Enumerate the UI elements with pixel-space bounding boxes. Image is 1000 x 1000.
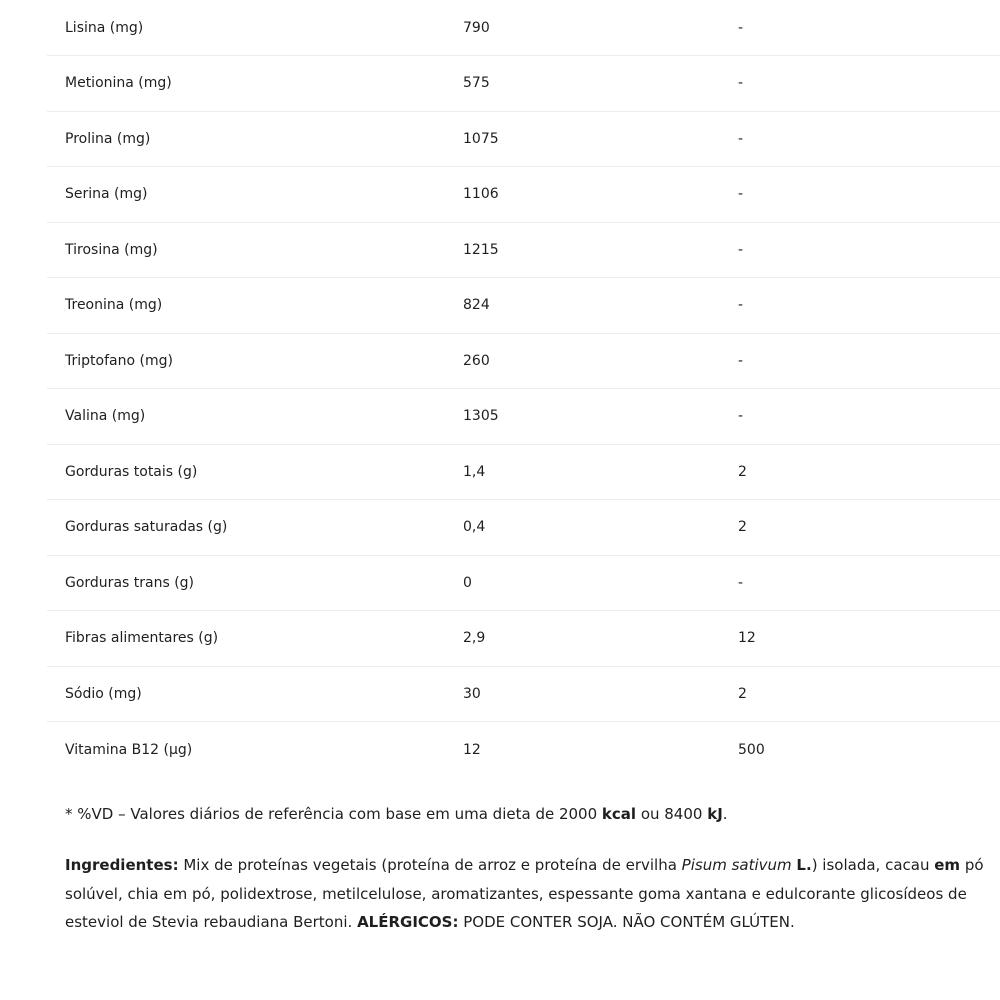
ingredients-text: ) isolada, cacau [811, 856, 935, 874]
nutrient-name: Prolina (mg) [65, 130, 151, 147]
nutrient-daily-value: - [738, 574, 744, 591]
nutrient-name: Sódio (mg) [65, 685, 142, 702]
ingredients-author: L. [796, 856, 812, 874]
table-row [47, 333, 1000, 389]
table-row [47, 111, 1000, 167]
nutrient-daily-value: - [738, 19, 744, 36]
nutrient-amount: 12 [463, 741, 481, 758]
ingredients-text: Mix de proteínas vegetais (proteína de arroz e proteína de ervilha [178, 856, 682, 874]
ingredients-em: em [934, 856, 961, 874]
nutrient-amount: 30 [463, 685, 481, 702]
table-row [47, 666, 1000, 722]
nutrient-amount: 0 [463, 574, 472, 591]
nutrient-daily-value: - [738, 352, 744, 369]
nutrient-daily-value: 500 [738, 741, 765, 758]
nutrient-name: Metionina (mg) [65, 75, 172, 92]
nutrient-amount: 1215 [463, 241, 499, 258]
nutrient-name: Valina (mg) [65, 408, 146, 425]
ingredients-text: pó solúvel, chia em pó, polidextrose, metilcelulose, aromatizantes, espessante goma xantana e edulcorante glicosídeos de esteviol de Stevia rebaudiana Bertoni. [65, 856, 984, 931]
nutrient-name: Serina (mg) [65, 186, 148, 203]
nutrient-daily-value: - [738, 186, 744, 203]
ingredients-paragraph [65, 851, 990, 937]
nutrient-amount: 1305 [463, 408, 499, 425]
table-row [47, 0, 1000, 56]
nutrient-amount: 1,4 [463, 463, 486, 480]
allergens-label: ALÉRGICOS: [357, 913, 459, 931]
table-row [47, 444, 1000, 500]
table-row [47, 555, 1000, 611]
nutrient-amount: 0,4 [463, 519, 486, 536]
nutrient-name: Vitamina B12 (µg) [65, 741, 193, 758]
nutrient-amount: 824 [463, 297, 490, 314]
table-row [47, 222, 1000, 278]
table-row [47, 56, 1000, 112]
nutrient-name: Gorduras trans (g) [65, 574, 195, 591]
table-row [47, 167, 1000, 223]
allergens-text: PODE CONTER SOJA. NÃO CONTÉM GLÚTEN. [458, 913, 795, 931]
table-row [47, 278, 1000, 334]
nutrient-name: Lisina (mg) [65, 19, 144, 36]
nutrient-amount: 1106 [463, 186, 499, 203]
nutrient-name: Gorduras saturadas (g) [65, 519, 228, 536]
daily-value-footnote [65, 800, 985, 828]
ingredients-species: Pisum sativum [681, 856, 792, 874]
footnote-kj: kJ [707, 805, 723, 823]
nutrient-daily-value: 2 [738, 685, 747, 702]
nutrient-daily-value: 2 [738, 519, 747, 536]
nutrient-amount: 575 [463, 75, 490, 92]
nutrition-table-body [47, 0, 1000, 777]
footnote-kcal: kcal [601, 805, 637, 823]
footnote-text: ou 8400 [636, 805, 708, 823]
nutrient-daily-value: - [738, 130, 744, 147]
table-row [47, 500, 1000, 556]
nutrient-name: Treonina (mg) [65, 297, 163, 314]
nutrition-table [47, 0, 1000, 777]
nutrient-amount: 1075 [463, 130, 499, 147]
nutrient-name: Gorduras totais (g) [65, 463, 198, 480]
table-row [47, 611, 1000, 667]
ingredients-label: Ingredientes: [65, 856, 179, 874]
nutrient-daily-value: 2 [738, 463, 747, 480]
nutrient-amount: 790 [463, 19, 490, 36]
table-row [47, 722, 1000, 778]
nutrient-name: Triptofano (mg) [65, 352, 173, 369]
nutrient-name: Tirosina (mg) [65, 241, 158, 258]
nutrient-daily-value: - [738, 408, 744, 425]
nutrient-daily-value: - [738, 241, 744, 258]
nutrient-daily-value: - [738, 297, 744, 314]
table-row [47, 389, 1000, 445]
footnote-text: . [722, 805, 728, 823]
nutrient-amount: 260 [463, 352, 490, 369]
nutrient-daily-value: - [738, 75, 744, 92]
footnote-text: * %VD – Valores diários de referência com base em uma dieta de 2000 [65, 805, 602, 823]
nutrient-name: Fibras alimentares (g) [65, 630, 219, 647]
nutrient-daily-value: 12 [738, 630, 756, 647]
nutrient-amount: 2,9 [463, 630, 486, 647]
